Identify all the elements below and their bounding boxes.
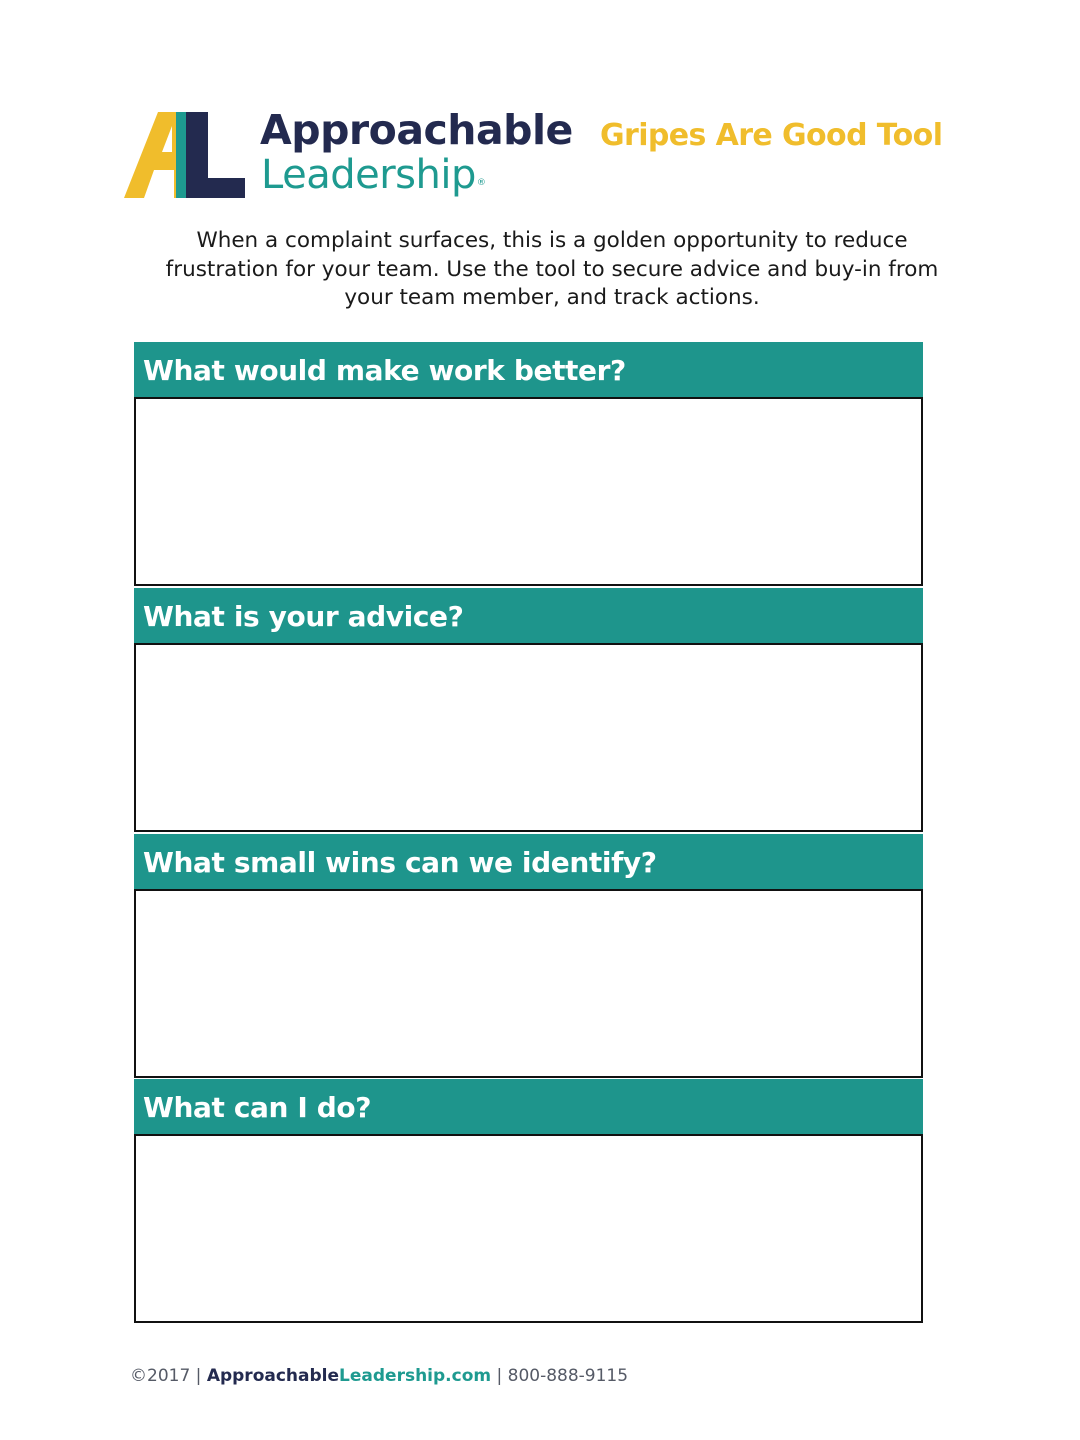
answer-box-advice[interactable] <box>134 643 923 832</box>
section-small-wins <box>134 834 923 1078</box>
footer-phone: 800-888-9115 <box>507 1366 629 1386</box>
brand-name-line1: Approachable <box>260 106 573 154</box>
answer-box-what-can-i-do[interactable] <box>134 1134 923 1323</box>
section-header: What can I do? <box>134 1079 923 1134</box>
footer-copyright: ©2017 <box>130 1366 191 1386</box>
footer-website-link[interactable]: ApproachableLeadership.com <box>206 1366 492 1386</box>
document-title: Gripes Are Good Tool <box>600 118 943 153</box>
registered-mark: ® <box>476 178 486 188</box>
section-what-can-i-do <box>134 1079 923 1323</box>
footer <box>130 1366 628 1386</box>
section-work-better <box>134 342 923 586</box>
brand-name-line2: Leadership® <box>261 152 486 198</box>
section-advice <box>134 588 923 832</box>
footer-separator: | <box>496 1366 503 1386</box>
al-monogram-icon <box>124 112 248 200</box>
section-header: What small wins can we identify? <box>134 834 923 889</box>
answer-box-small-wins[interactable] <box>134 889 923 1078</box>
footer-separator: | <box>195 1366 202 1386</box>
section-header: What would make work better? <box>134 342 923 397</box>
answer-box-work-better[interactable] <box>134 397 923 586</box>
intro-paragraph: When a complaint surfaces, this is a golden opportunity to reduce frustration for your team. Use the tool to secure advice and buy-in from your team member, and track actions. <box>165 228 939 310</box>
section-header: What is your advice? <box>134 588 923 643</box>
brand-logo <box>124 106 573 206</box>
